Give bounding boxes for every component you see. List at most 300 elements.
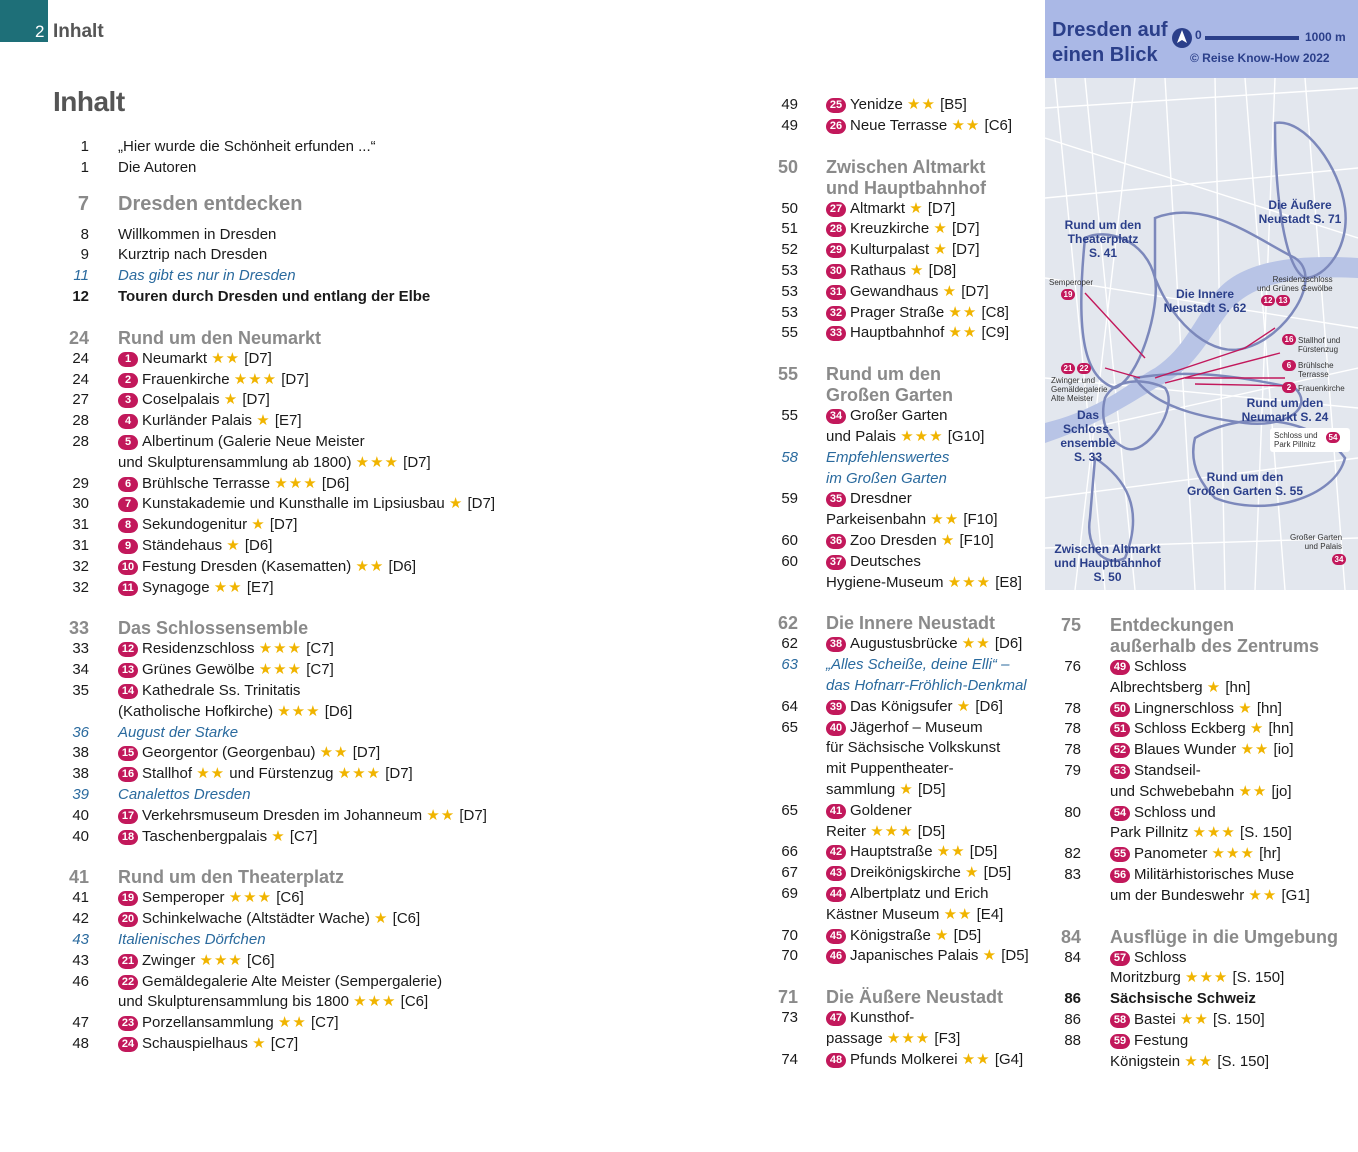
star-rating-icon: ★ xyxy=(374,910,389,928)
poi-number-badge: 13 xyxy=(118,663,138,678)
star-rating-icon: ★★★ xyxy=(228,889,273,907)
toc-entry[interactable] xyxy=(53,660,495,681)
entry-title: Kulturpalast xyxy=(850,241,930,259)
entry-title: und Skulpturensammlung bis 1800 xyxy=(118,993,349,1011)
toc-entry-line2 xyxy=(1045,1052,1338,1073)
toc-section-line2: außerhalb des Zentrums xyxy=(1110,636,1320,656)
star-rating-icon: ★★ xyxy=(1248,886,1278,904)
toc-entry[interactable] xyxy=(762,634,1029,655)
star-rating-icon: ★ xyxy=(223,391,239,409)
entry-title: und Schwebebahn xyxy=(1110,782,1235,800)
entry-title: Stallhof xyxy=(142,765,193,783)
toc-section[interactable]: 33 Das Schlossensemble xyxy=(68,618,309,639)
map-marker[interactable]: 6 xyxy=(1282,360,1296,371)
toc-entry[interactable] xyxy=(53,972,495,993)
poi-number-badge: 40 xyxy=(826,721,846,736)
toc-entry[interactable] xyxy=(1045,657,1338,678)
grid-reference: [io] xyxy=(1273,741,1294,759)
toc-entry[interactable] xyxy=(53,909,495,930)
poi-number-badge: 52 xyxy=(1110,743,1130,758)
toc-entry[interactable] xyxy=(53,515,495,536)
toc-entry-line2 xyxy=(762,759,1029,780)
page-ref: 65 xyxy=(781,801,798,819)
toc-row-italic[interactable] xyxy=(53,785,495,806)
toc-entry[interactable] xyxy=(762,282,1029,303)
toc-entry[interactable] xyxy=(762,261,1029,282)
toc-entry[interactable] xyxy=(53,764,495,785)
star-rating-icon: ★ xyxy=(1206,678,1222,696)
page-ref: 47 xyxy=(72,1014,89,1032)
toc-entry-line2 xyxy=(762,573,1029,594)
toc-section[interactable]: 84 Ausflüge in die Umgebung xyxy=(1060,926,1338,947)
toc-entry[interactable] xyxy=(53,1013,495,1034)
grid-reference: [hr] xyxy=(1259,845,1281,863)
poi-number-badge: 6 xyxy=(118,477,138,492)
poi-number-badge: 18 xyxy=(118,830,138,845)
page-ref: 40 xyxy=(72,827,89,845)
poi-number-badge: 41 xyxy=(826,804,846,819)
poi-number-badge: 9 xyxy=(118,539,138,554)
page-ref: 62 xyxy=(781,635,798,653)
toc-entry[interactable] xyxy=(1045,948,1338,969)
star-rating-icon: ★★★ xyxy=(900,427,944,445)
toc-entry[interactable] xyxy=(762,1050,1029,1071)
map-small-semperoper: Semperoper xyxy=(1049,278,1094,287)
toc-section[interactable]: 55 Rund um den xyxy=(777,364,941,385)
page-ref: 53 xyxy=(781,282,798,300)
entry-title: (Katholische Hofkirche) xyxy=(118,702,274,720)
grid-reference: [S. 150] xyxy=(1217,1052,1270,1070)
star-rating-icon: ★★ xyxy=(936,843,966,861)
toc-entry[interactable] xyxy=(762,718,1029,739)
poi-number-badge: 47 xyxy=(826,1011,846,1026)
toc-entry[interactable] xyxy=(53,578,495,599)
entry-title: Yenidze xyxy=(850,96,903,113)
toc-entry[interactable] xyxy=(762,552,1029,573)
poi-number-badge: 34 xyxy=(826,409,846,424)
toc-row[interactable]: 1 „Hier wurde die Schönheit erfunden ...“ xyxy=(80,138,376,155)
toc-entry[interactable] xyxy=(762,946,1029,967)
poi-number-badge: 58 xyxy=(1110,1013,1130,1028)
star-rating-icon: ★★★ xyxy=(258,661,303,679)
poi-number-badge: 26 xyxy=(826,119,846,134)
page-ref: 38 xyxy=(72,765,89,783)
star-rating-icon: ★ xyxy=(899,780,914,798)
poi-number-badge: 44 xyxy=(826,887,846,902)
poi-number-badge: 23 xyxy=(118,1016,138,1031)
page-ref: 29 xyxy=(72,474,89,492)
grid-reference: [S. 150] xyxy=(1212,1010,1265,1028)
toc-column-1 xyxy=(53,137,495,1055)
entry-title: Neumarkt xyxy=(142,349,208,367)
entry-title: Schloss xyxy=(1134,948,1187,966)
star-rating-icon: ★★★ xyxy=(233,370,278,388)
toc-row[interactable]: 1 Die Autoren xyxy=(80,158,197,176)
star-rating-icon: ★★ xyxy=(355,557,385,575)
poi-number-badge: 38 xyxy=(826,637,846,652)
poi-number-badge: 59 xyxy=(1110,1034,1130,1049)
grid-reference: [C6] xyxy=(392,910,421,928)
grid-reference: [D7] xyxy=(385,765,413,783)
entry-title: Porzellansammlung xyxy=(142,1014,274,1032)
grid-reference: [D7] xyxy=(952,241,980,259)
toc-entry[interactable] xyxy=(1045,740,1338,761)
poi-number-badge: 32 xyxy=(826,306,846,321)
toc-entry[interactable] xyxy=(762,199,1029,220)
map-marker[interactable]: 54 xyxy=(1326,432,1340,443)
grid-reference: [D7] xyxy=(961,282,989,300)
star-rating-icon: ★★ xyxy=(1238,782,1268,800)
toc-entry[interactable] xyxy=(53,806,495,827)
scale-start: 0 xyxy=(1195,28,1202,42)
north-arrow-icon xyxy=(1171,26,1193,50)
entry-title: Semperoper xyxy=(142,889,225,907)
page-ref: 36 xyxy=(72,723,89,741)
toc-entry[interactable] xyxy=(1045,761,1338,782)
star-rating-icon: ★ xyxy=(256,412,271,430)
star-rating-icon: ★★ xyxy=(948,324,978,342)
star-rating-icon: ★ xyxy=(252,1034,267,1052)
poi-number-badge: 16 xyxy=(118,767,138,782)
map-small-stallhof: Stallhof und Fürstenzug xyxy=(1298,336,1341,354)
grid-reference: [F10] xyxy=(959,531,994,549)
toc-section[interactable]: 71 Die Äußere Neustadt xyxy=(777,987,1004,1008)
grid-reference: [C7] xyxy=(306,661,334,679)
grid-reference: [D5] xyxy=(983,864,1012,882)
toc-section[interactable]: 62 Die Innere Neustadt xyxy=(777,613,996,634)
grid-reference: [D8] xyxy=(928,261,957,279)
grid-reference: [S. 150] xyxy=(1240,824,1292,842)
page-ref: 55 xyxy=(781,324,798,342)
star-rating-icon: ★★ xyxy=(213,578,243,596)
star-rating-icon: ★ xyxy=(933,241,948,259)
toc-entry[interactable] xyxy=(762,801,1029,822)
entry-title: Italienisches Dörfchen xyxy=(118,930,266,948)
toc-row-italic[interactable]: 63 „Alles Scheiße, deine Elli“ – xyxy=(781,656,1010,674)
map-label-theaterplatz: Rund um den Theaterplatz S. 41 xyxy=(1064,218,1142,260)
entry-title: Gemäldegalerie Alte Meister (Sempergalerie) xyxy=(142,972,443,990)
toc-entry[interactable] xyxy=(762,219,1029,240)
toc-entry[interactable] xyxy=(762,323,1029,344)
poi-number-badge: 48 xyxy=(826,1053,846,1068)
map-marker[interactable]: 34 xyxy=(1332,554,1346,565)
page-ref: 83 xyxy=(1064,865,1081,883)
toc-entry[interactable] xyxy=(1045,803,1338,824)
map-streets xyxy=(1045,78,1358,590)
entry-title: für Sächsische Volkskunst xyxy=(826,739,1001,757)
toc-row-italic[interactable]: 11 Das gibt es nur in Dresden xyxy=(73,267,296,285)
toc-entry[interactable] xyxy=(762,240,1029,261)
poi-number-badge: 27 xyxy=(826,202,846,217)
page-ref: 78 xyxy=(1064,720,1081,738)
toc-row-italic[interactable] xyxy=(53,930,495,951)
entry-title: Neue Terrasse xyxy=(850,116,948,134)
star-rating-icon: ★★ xyxy=(1184,1052,1214,1070)
poi-number-badge: 21 xyxy=(118,954,138,969)
toc-entry[interactable] xyxy=(762,303,1029,324)
toc-entry[interactable] xyxy=(762,531,1029,552)
toc-entry[interactable] xyxy=(53,494,495,515)
toc-entry[interactable] xyxy=(762,95,1029,116)
poi-number-badge: 19 xyxy=(118,891,138,906)
toc-entry[interactable] xyxy=(1045,719,1338,740)
star-rating-icon: ★★ xyxy=(211,349,241,367)
toc-entry-line2 xyxy=(1045,782,1338,803)
grid-reference: [C7] xyxy=(289,827,318,845)
page-ref: 48 xyxy=(72,1034,89,1052)
toc-entry[interactable] xyxy=(762,1008,1029,1029)
poi-number-badge: 36 xyxy=(826,534,846,549)
toc-entry[interactable] xyxy=(1045,844,1338,865)
entry-title: Kunstakademie und Kunsthalle im Lipsiusbau xyxy=(142,495,445,513)
page-ref: 34 xyxy=(72,661,89,679)
grid-reference: [D7] xyxy=(244,349,272,367)
entry-title: Hygiene-Museum xyxy=(826,573,944,591)
poi-number-badge: 17 xyxy=(118,809,138,824)
grid-reference: [E7] xyxy=(274,412,302,430)
entry-title: Schloss xyxy=(1134,658,1187,675)
entry-title: Zwinger xyxy=(142,951,196,969)
entry-title: Altmarkt xyxy=(850,199,906,217)
toc-entry-line2 xyxy=(762,427,1029,448)
grid-reference: [D7] xyxy=(281,370,309,388)
map-marker[interactable]: 16 xyxy=(1282,334,1296,345)
entry-title: Grünes Gewölbe xyxy=(142,661,255,679)
map-marker[interactable]: 13 xyxy=(1276,295,1290,306)
page-ref: 33 xyxy=(72,640,89,658)
entry-title: Augustusbrücke xyxy=(850,635,958,653)
toc-entry[interactable] xyxy=(53,743,495,764)
star-rating-icon: ★★★ xyxy=(947,573,992,591)
poi-number-badge: 8 xyxy=(118,518,138,533)
entry-title: Albertinum (Galerie Neue Meister xyxy=(142,432,365,450)
star-rating-icon: ★★★ xyxy=(1192,824,1236,842)
map-title: Dresden auf einen Blick xyxy=(1052,19,1168,66)
toc-entry-line2 xyxy=(762,822,1029,843)
grid-reference: [E8] xyxy=(995,573,1022,591)
toc-entry[interactable] xyxy=(53,681,495,702)
entry-title: Georgentor (Georgenbau) xyxy=(142,744,316,762)
toc-entry-line2 xyxy=(762,905,1029,926)
toc-section[interactable]: 7 Dresden entdecken xyxy=(77,192,303,215)
page-ref: 80 xyxy=(1064,803,1081,821)
page-ref: 39 xyxy=(72,785,89,803)
entry-title: Kunsthof- xyxy=(850,1009,915,1027)
map-label-neumarkt: Rund um den Neumarkt S. 24 xyxy=(1241,396,1329,424)
entry-title: Sekundogenitur xyxy=(142,516,248,534)
entry-title: Blaues Wunder xyxy=(1134,741,1237,759)
grid-reference: [G10] xyxy=(947,427,985,445)
toc-entry-line2 xyxy=(53,453,495,474)
toc-section-line2: Großen Garten xyxy=(826,385,954,406)
grid-reference: [F3] xyxy=(934,1029,961,1047)
toc-entry[interactable] xyxy=(1045,1010,1338,1031)
entry-title: Verkehrsmuseum Dresden im Johanneum xyxy=(142,806,423,824)
entry-title: Canalettos Dresden xyxy=(118,785,251,803)
star-rating-icon: ★★ xyxy=(196,765,226,783)
toc-entry[interactable] xyxy=(53,888,495,909)
toc-column-3 xyxy=(1045,615,1338,1072)
toc-entry[interactable] xyxy=(762,884,1029,905)
running-header: Inhalt xyxy=(53,21,104,42)
toc-row[interactable]: 9 Kurztrip nach Dresden xyxy=(80,246,268,264)
star-rating-icon: ★ xyxy=(933,220,948,238)
entry-title: Panometer xyxy=(1134,845,1208,863)
entry-title: Festung xyxy=(1134,1031,1189,1049)
toc-entry[interactable] xyxy=(1045,865,1338,886)
entry-title: Frauenkirche xyxy=(142,370,230,388)
poi-number-badge: 7 xyxy=(118,497,138,512)
entry-title: Hauptstraße xyxy=(850,843,933,861)
grid-reference: [D5] xyxy=(1001,947,1029,965)
toc-entry[interactable] xyxy=(762,406,1029,427)
star-rating-icon: ★★★ xyxy=(1185,969,1229,987)
star-rating-icon: ★★★ xyxy=(886,1029,931,1047)
toc-entry[interactable] xyxy=(762,863,1029,884)
entry-title: Residenzschloss xyxy=(142,640,255,658)
map-marker[interactable]: 12 xyxy=(1261,295,1275,306)
star-rating-icon: ★★ xyxy=(277,1014,307,1032)
map-marker[interactable]: 21 xyxy=(1061,363,1075,374)
page-ref: 40 xyxy=(72,806,89,824)
page-ref: 50 xyxy=(781,199,798,217)
toc-section[interactable]: 41 Rund um den Theaterplatz xyxy=(68,867,345,888)
map-label-schlossensemble: Das Schloss- ensemble S. 33 xyxy=(1060,408,1116,464)
toc-entry[interactable] xyxy=(53,536,495,557)
entry-title: Japanisches Palais xyxy=(850,947,979,965)
star-rating-icon: ★ xyxy=(942,282,958,300)
grid-reference: [G4] xyxy=(994,1050,1024,1068)
entry-title: Das Königsufer xyxy=(850,697,953,715)
page-ref: 78 xyxy=(1064,699,1081,717)
toc-row-italic-line2: im Großen Garten xyxy=(826,469,947,487)
poi-number-badge: 3 xyxy=(118,393,138,408)
entry-title: Albrechtsberg xyxy=(1110,678,1203,696)
map-marker[interactable]: 2 xyxy=(1282,382,1296,393)
toc-entry[interactable] xyxy=(53,827,495,848)
toc-entry[interactable] xyxy=(53,474,495,495)
toc-section-line2: und Hauptbahnhof xyxy=(826,177,986,198)
grid-reference: [C6] xyxy=(276,889,304,907)
poi-number-badge: 42 xyxy=(826,845,846,860)
grid-reference: [E4] xyxy=(976,905,1004,923)
toc-entry[interactable] xyxy=(762,116,1029,137)
grid-reference: [C7] xyxy=(310,1014,339,1032)
toc-row-bold[interactable]: 86 Sächsische Schweiz xyxy=(1064,990,1256,1008)
toc-entry[interactable] xyxy=(53,411,495,432)
page-ref: 70 xyxy=(781,926,798,944)
toc-entry[interactable] xyxy=(762,842,1029,863)
grid-reference: [D5] xyxy=(917,822,946,840)
toc-entry[interactable] xyxy=(53,432,495,453)
star-rating-icon: ★★ xyxy=(426,806,456,824)
toc-row-italic[interactable]: 58 Empfehlenswertes xyxy=(781,448,950,466)
toc-row-bold[interactable]: 12 Touren durch Dresden und entlang der Elbe xyxy=(72,287,431,305)
page-ref: 60 xyxy=(781,531,798,549)
entry-title: passage xyxy=(826,1029,883,1047)
toc-entry-line2 xyxy=(1045,968,1338,989)
toc-entry[interactable] xyxy=(53,951,495,972)
star-rating-icon: ★ xyxy=(448,495,464,513)
grid-reference: [D6] xyxy=(324,702,353,720)
entry-title-continued: und Fürstenzug xyxy=(229,765,334,783)
poi-number-badge: 39 xyxy=(826,700,846,715)
toc-entry-line2 xyxy=(762,780,1029,801)
poi-number-badge: 24 xyxy=(118,1037,138,1052)
page-ref: 66 xyxy=(781,843,798,861)
grid-reference: [C6] xyxy=(247,951,275,969)
toc-row-italic-line2: das Hofnarr-Fröhlich-Denkmal xyxy=(826,676,1027,694)
map-marker[interactable]: 22 xyxy=(1077,363,1091,374)
toc-entry[interactable] xyxy=(762,489,1029,510)
poi-number-badge: 29 xyxy=(826,243,846,258)
page-ref: 31 xyxy=(72,536,89,554)
grid-reference: [C9] xyxy=(981,324,1010,342)
entry-title: Kreuzkirche xyxy=(850,220,930,238)
toc-section[interactable]: 75 Entdeckungen xyxy=(1060,615,1235,635)
entry-title: und Palais xyxy=(826,427,897,445)
toc-entry[interactable] xyxy=(53,1034,495,1055)
poi-number-badge: 4 xyxy=(118,414,138,429)
map-small-bruehl: Brühlsche Terrasse xyxy=(1298,361,1334,379)
toc-entry[interactable] xyxy=(53,557,495,578)
star-rating-icon: ★★★ xyxy=(199,951,243,969)
page-ref: 31 xyxy=(72,516,89,534)
star-rating-icon: ★★★ xyxy=(337,765,382,783)
grid-reference: [D7] xyxy=(927,199,956,217)
grid-reference: [D5] xyxy=(969,843,998,861)
entry-title: August der Starke xyxy=(118,723,239,741)
toc-entry[interactable] xyxy=(53,349,495,370)
page-ref: 46 xyxy=(72,972,89,990)
grid-reference: [C7] xyxy=(270,1034,299,1052)
toc-entry[interactable] xyxy=(762,697,1029,718)
page-ref: 69 xyxy=(781,884,798,902)
page-number: 2 xyxy=(35,22,45,41)
toc-entry[interactable] xyxy=(1045,699,1338,720)
toc-entry[interactable] xyxy=(1045,1031,1338,1052)
toc-row[interactable]: 8 Willkommen in Dresden xyxy=(80,225,277,243)
toc-entry[interactable] xyxy=(53,639,495,660)
entry-title: Kurländer Palais xyxy=(142,412,253,430)
map-marker[interactable]: 19 xyxy=(1061,289,1075,300)
toc-section[interactable]: 50 Zwischen Altmarkt xyxy=(777,156,986,177)
poi-number-badge: 54 xyxy=(1110,806,1130,821)
poi-number-badge: 25 xyxy=(826,98,846,113)
star-rating-icon: ★ xyxy=(935,926,950,944)
star-rating-icon: ★★ xyxy=(930,511,960,529)
entry-title: Taschenbergpalais xyxy=(142,827,268,845)
star-rating-icon: ★★★ xyxy=(258,640,303,658)
grid-reference: [hn] xyxy=(1225,678,1251,696)
poi-number-badge: 12 xyxy=(118,642,138,657)
star-rating-icon: ★★ xyxy=(1240,741,1270,759)
page-ref: 79 xyxy=(1064,761,1081,779)
toc-row-italic[interactable] xyxy=(53,723,495,744)
star-rating-icon: ★★ xyxy=(961,1050,991,1068)
poi-number-badge: 55 xyxy=(1110,847,1130,862)
entry-title: Prager Straße xyxy=(850,303,945,321)
entry-title: Militärhistorisches Muse xyxy=(1134,865,1295,883)
poi-number-badge: 15 xyxy=(118,746,138,761)
poi-number-badge: 11 xyxy=(118,581,138,596)
entry-title: Gewandhaus xyxy=(850,282,939,300)
toc-entry[interactable] xyxy=(53,390,495,411)
toc-section[interactable]: 24 Rund um den Neumarkt xyxy=(68,327,322,348)
entry-title: Standseil- xyxy=(1134,761,1201,779)
toc-entry[interactable] xyxy=(53,370,495,391)
toc-entry[interactable] xyxy=(762,926,1029,947)
